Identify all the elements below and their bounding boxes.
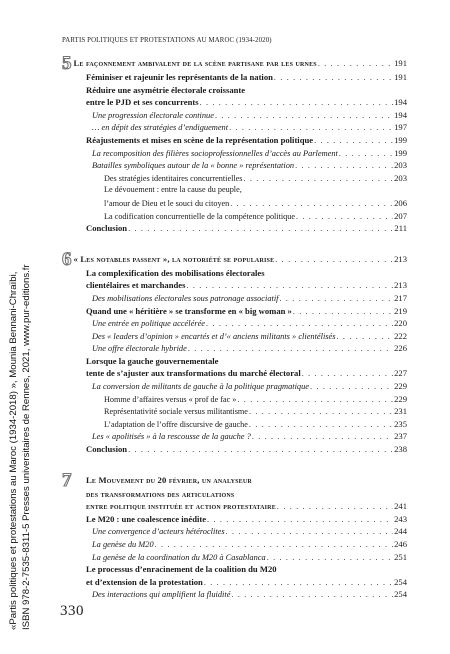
section-title-line: Le processus d’enracinement de la coalition du M20 (86, 564, 277, 575)
toc-entry[interactable] (86, 121, 407, 134)
toc-entry[interactable] (86, 210, 407, 223)
chapter-7 (62, 469, 407, 601)
toc-entry[interactable] (86, 159, 407, 172)
page-ref: 254 (394, 576, 407, 587)
chapter-5-page: 191 (394, 58, 407, 68)
toc-entry[interactable] (86, 443, 407, 456)
toc-entry[interactable] (86, 109, 407, 122)
page-ref: 254 (394, 589, 407, 600)
chapter-7-title-line-3: entre politique instituée et action protestataire (86, 501, 276, 512)
toc-entry[interactable] (86, 576, 407, 589)
chapter-5-title-row[interactable] (62, 53, 407, 74)
page-ref: 231 (394, 406, 407, 417)
page-ref: 244 (394, 526, 407, 537)
section-title: Le M20 : une coalescence inédite (86, 513, 207, 524)
conclusion-title: Conclusion (86, 223, 128, 234)
leader-dots (293, 306, 393, 319)
leader-dots (206, 318, 393, 331)
section-title: Quand une « héritière » se transforme en « big woman » (86, 305, 292, 316)
toc-entry[interactable] (86, 418, 407, 431)
page-ref: 237 (394, 431, 407, 442)
leader-dots (249, 406, 393, 419)
leader-dots (230, 198, 393, 211)
leader-dots (274, 72, 393, 85)
toc-entry[interactable] (86, 71, 407, 84)
leader-dots (128, 223, 393, 236)
subsection-title: … en dépit des stratégies d’endiguement (92, 123, 229, 133)
leader-dots (337, 331, 394, 344)
page-ref: 194 (394, 97, 407, 108)
table-of-contents (62, 53, 407, 618)
leader-dots (267, 552, 393, 565)
toc-entry[interactable] (86, 525, 407, 538)
toc-entry[interactable] (86, 172, 407, 185)
page-number: 330 (60, 603, 84, 619)
toc-entry[interactable] (86, 222, 407, 235)
leader-dots (200, 97, 394, 110)
section-title: clientélaires et marchandes (86, 280, 186, 291)
chapter-7-title-line-1: Le Mouvement du 20 février, un analyseur (86, 474, 252, 485)
leader-dots (252, 431, 393, 444)
subsection-title: Une offre électorale hybride (92, 344, 187, 354)
chapter-6-number: 6 (62, 248, 72, 270)
leader-dots (277, 501, 393, 514)
section-title: entre le PJD et ses concurrents (86, 97, 199, 108)
toc-entry[interactable] (86, 197, 407, 210)
leader-dots (280, 293, 394, 306)
subsubsection-title: Des stratégies identitaires concurrentielles (104, 173, 243, 183)
leader-dots (243, 173, 393, 186)
page-ref: 203 (394, 160, 407, 171)
subsection-title: Une entrée en politique accélérée (92, 319, 206, 329)
subsection-title: La recomposition des filières socioprofessionnelles d’accès au Parlement (92, 148, 338, 158)
page-ref: 243 (394, 513, 407, 524)
page-ref: 211 (394, 223, 407, 234)
page-ref: 229 (394, 393, 407, 404)
leader-dots (226, 526, 393, 539)
leader-dots (186, 280, 393, 293)
leader-dots (155, 539, 393, 552)
side-note-line-2: ISBN 978-2-7535-8311-5 Presses universitaires de Rennes, 2021, www.pur-editions.fr (20, 264, 32, 630)
subsubsection-title: Homme d’affaires versus « prof de fac » (104, 394, 237, 404)
page-ref: 199 (394, 147, 407, 158)
page-ref: 219 (394, 305, 407, 316)
chapter-7-title-row-3[interactable] (86, 500, 407, 513)
page-ref: 246 (394, 538, 407, 549)
toc-entry[interactable] (86, 551, 407, 564)
section-title-line: Lorsque la gauche gouvernementale (86, 355, 219, 366)
toc-entry[interactable] (86, 588, 407, 601)
page-ref: 235 (394, 418, 407, 429)
chapter-6-page: 213 (394, 253, 407, 264)
subsection-title: Une progression électorale continue (92, 110, 214, 120)
toc-entry[interactable] (86, 330, 407, 343)
page-ref: 206 (394, 197, 407, 208)
toc-entry[interactable] (86, 538, 407, 551)
leader-dots (302, 368, 393, 381)
subsection-title: Des mobilisations électorales sous patronage associatif (92, 293, 279, 303)
toc-entry[interactable] (86, 342, 407, 355)
toc-entry[interactable] (86, 279, 407, 292)
leader-dots (188, 343, 393, 356)
subsubsection-title: Représentativité sociale versus militantisme (104, 407, 248, 417)
chapter-5-number: 5 (62, 53, 72, 74)
section-title-line: La complexification des mobilisations électorales (86, 267, 265, 278)
subsection-title: La genèse du M20 (92, 539, 154, 549)
page-ref: 222 (394, 330, 407, 341)
subsubsection-title: L’adaptation de l’offre discursive de gauche (104, 419, 248, 429)
chapter-7-title-row-1[interactable] (62, 469, 407, 491)
section-title: Féminiser et rajeunir les représentants de la nation (86, 72, 273, 82)
chapter-6-title: « Les notables passent », la notoriété se popularise (73, 253, 275, 264)
page-ref: 251 (394, 551, 407, 562)
leader-dots (296, 211, 393, 224)
subsection-title: La conversion de militants de gauche à la politique pragmatique (92, 382, 310, 392)
leader-dots (231, 589, 393, 602)
conclusion-title: Conclusion (86, 444, 128, 455)
leader-dots (314, 135, 393, 148)
subsection-title: Des « leaders d’opinion » encartés et d’« anciens militants » clientélisés (92, 331, 336, 341)
side-note-line-1: «Partis politiques et protestations au Maroc (1934-2018) », Mounia Bennani-Chraïbi, (8, 271, 19, 630)
toc-entry[interactable] (86, 292, 407, 305)
page-ref: 217 (394, 292, 407, 303)
page-ref: 229 (394, 381, 407, 392)
toc-entry[interactable] (86, 405, 407, 418)
subsection-title: Batailles symboliques autour de la « bonne » représentation (92, 161, 295, 171)
toc-entry[interactable] (86, 393, 407, 406)
page-ref: 199 (394, 134, 407, 145)
section-title: Réajustements et mises en scène de la représentation politique (86, 134, 314, 145)
subsubsection-title-line: Le dévouement : entre la cause du peuple, (104, 185, 242, 195)
toc-entry[interactable] (86, 134, 407, 147)
chapter-7-page: 241 (394, 501, 407, 512)
page-ref: 213 (394, 280, 407, 291)
chapter-6-title-row[interactable] (62, 248, 407, 270)
toc-entry[interactable] (86, 317, 407, 330)
page-ref: 194 (394, 109, 407, 120)
page-ref: 197 (394, 122, 407, 133)
leader-dots (339, 148, 393, 161)
page-ref: 207 (394, 210, 407, 221)
page-ref: 227 (394, 368, 407, 379)
section-title: tente de s’ajuster aux transformations du marché électoral (86, 368, 301, 379)
leader-dots (207, 514, 393, 527)
leader-dots (275, 252, 393, 267)
leader-dots (128, 444, 393, 457)
leader-dots (318, 56, 393, 71)
subsubsection-title: La codification concurrentielle de la compétence politique (104, 211, 295, 221)
leader-dots (215, 110, 393, 123)
subsection-title: Une convergence d’acteurs hétéroclites (92, 527, 225, 537)
chapter-7-number: 7 (62, 469, 72, 491)
chapter-7-title-line-2: des transformations des articulations (86, 488, 235, 499)
section-title: et d’extension de la protestation (86, 576, 203, 587)
toc-entry[interactable] (86, 96, 407, 109)
leader-dots (295, 160, 393, 173)
leader-dots (237, 394, 393, 407)
page-ref: 226 (394, 343, 407, 354)
chapter-5-title: Le façonnement ambivalent de la scène partisane par les urnes (73, 58, 317, 68)
toc-entry[interactable] (86, 380, 407, 393)
leader-dots (310, 381, 393, 394)
toc-entry[interactable] (86, 147, 407, 160)
subsection-title: Des interactions qui amplifient la fluidité (92, 590, 231, 600)
subsubsection-title: l’amour de Dieu et le souci du citoyen (104, 198, 230, 208)
toc-entry[interactable] (86, 367, 407, 380)
copyright-side-note (8, 70, 50, 630)
subsection-title: Les « apolitisés » à la rescousse de la gauche ? (92, 432, 251, 442)
page-ref: 203 (394, 172, 407, 183)
leader-dots (204, 577, 393, 590)
subsection-title: La genèse de la coordination du M20 à Casablanca (92, 552, 266, 562)
page-ref: 238 (394, 444, 407, 455)
leader-dots (249, 419, 393, 432)
section-title-line: Réduire une asymétrie électorale croissante (86, 84, 246, 95)
chapter-6 (62, 248, 407, 456)
page-ref: 220 (394, 318, 407, 329)
toc-entry[interactable] (86, 513, 407, 526)
toc-entry[interactable] (86, 305, 407, 318)
toc-entry[interactable] (86, 430, 407, 443)
chapter-5 (62, 53, 407, 235)
page-ref: 191 (394, 72, 407, 82)
running-header: PARTIS POLITIQUES ET PROTESTATIONS AU MAROC (1934-2020) (62, 37, 272, 44)
